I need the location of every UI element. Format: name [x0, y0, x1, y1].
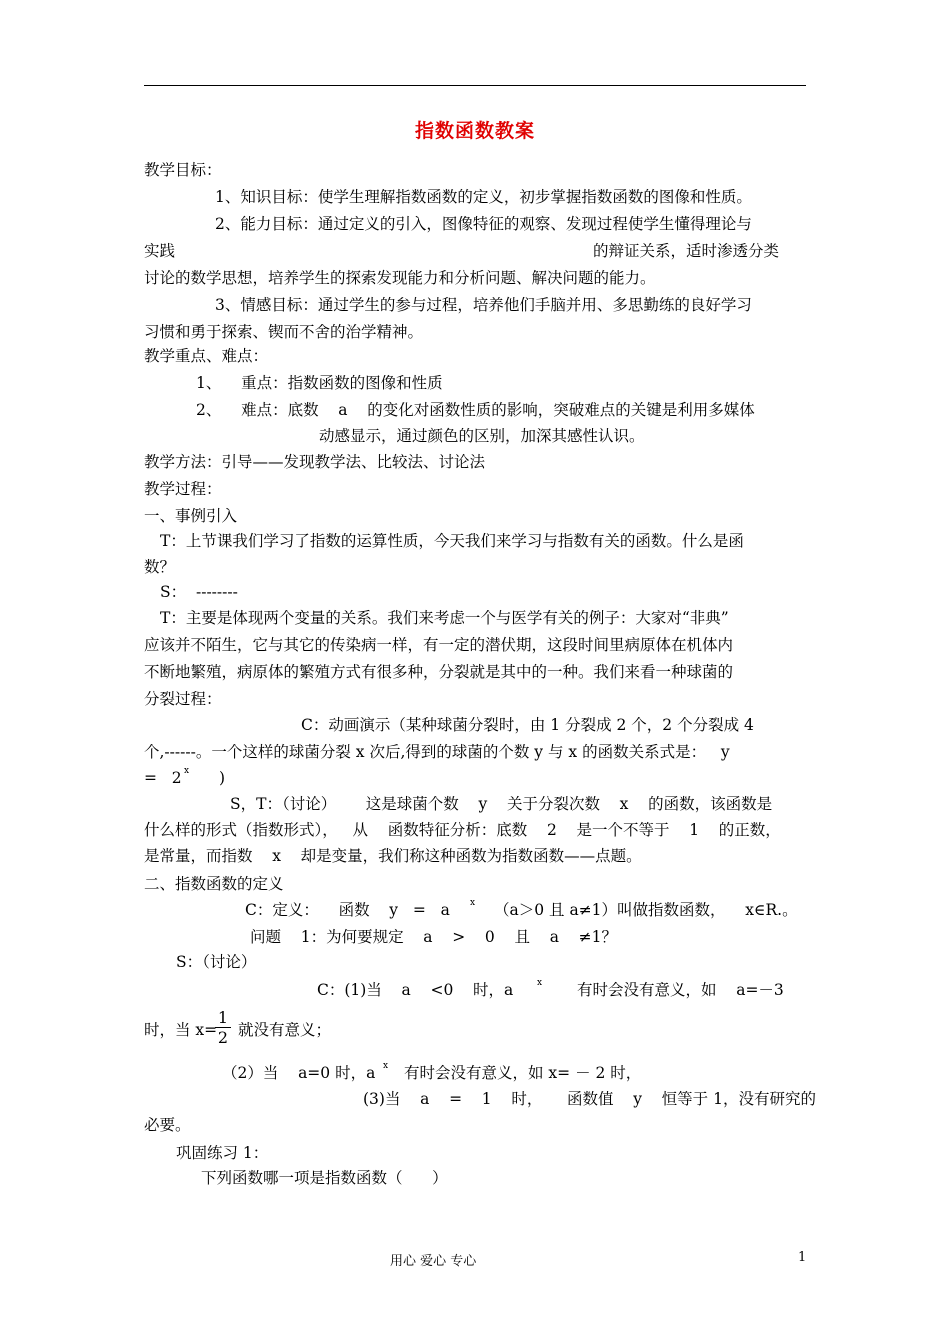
- formula-close: ): [219, 769, 226, 787]
- formula-y-2x: = 2: [144, 769, 182, 787]
- teacher-line-2b: 应该并不陌生，它与其它的传染病一样，有一定的潜伏期，这段时间里病原体在机体内: [144, 636, 734, 654]
- case-2-rest: 有时会没有意义，如 x= － 2 时，: [404, 1064, 642, 1082]
- teacher-line-2c: 不断地繁殖，病原体的繁殖方式有很多种，分裂就是其中的一种。我们来看一种球菌的: [144, 663, 734, 681]
- teacher-line-1-cont: 数？: [144, 558, 176, 576]
- question-1: 问题 1：为何要规定 a > 0 且 a ≠1？: [250, 928, 617, 946]
- animation-line: C：动画演示（某种球菌分裂时，由 1 分裂成 2 个，2 个分裂成 4: [301, 716, 754, 734]
- case-3: (3)当 a = 1 时， 函数值 y 恒等于 1，没有研究的: [363, 1090, 816, 1108]
- case-1-cont-rest: 就没有意义；: [238, 1021, 332, 1039]
- key-point-2-cont: 动感显示，通过颜色的区别，加深其感性认识。: [319, 427, 645, 445]
- key-point-2: 2、 难点：底数 a 的变化对函数性质的影响，突破难点的关键是利用多媒体: [196, 401, 755, 419]
- goals-heading: 教学目标：: [144, 161, 222, 179]
- teacher-line-1: T：上节课我们学习了指数的运算性质，今天我们来学习与指数有关的函数。什么是函: [160, 532, 744, 550]
- exponent-x: x: [184, 766, 190, 776]
- exercise-question: 下列函数哪一项是指数函数（ ）: [201, 1169, 448, 1187]
- definition-exponent-x: x: [470, 898, 476, 908]
- header-rule: [144, 85, 806, 86]
- goal-ability: 2、能力目标：通过定义的引入，图像特征的观察、发现过程使学生懂得理论与: [215, 215, 752, 233]
- exercise-heading: 巩固练习 1：: [176, 1144, 269, 1162]
- animation-line-2: 个,------。一个这样的球菌分裂 x 次后,得到的球菌的个数 y 与 x 的函数关系式是： y: [144, 743, 730, 761]
- goal-knowledge: 1、知识目标：使学生理解指数函数的定义，初步掌握指数函数的图像和性质。: [215, 188, 752, 206]
- case-2: （2）当 a=0 时，a: [222, 1064, 376, 1082]
- goal-emotion: 3、情感目标：通过学生的参与过程，培养他们手脑并用、多思勤练的良好学习: [215, 296, 752, 314]
- goal-ability-cont-right: 的辩证关系，适时渗透分类: [593, 242, 780, 260]
- method-line: 教学方法：引导——发现教学法、比较法、讨论法: [144, 453, 486, 471]
- document-title: 指数函数教案: [414, 120, 535, 142]
- teacher-line-2d: 分裂过程：: [144, 690, 222, 708]
- page-number: 1: [798, 1250, 807, 1265]
- case-1-rest: 有时会没有意义，如 a=－3: [577, 981, 784, 999]
- discussion-line-1: S，T：（讨论） 这是球菌个数 y 关于分裂次数 x 的函数，该函数是: [230, 795, 773, 813]
- case-1-cont: 时，当 x=: [144, 1021, 218, 1039]
- student-reply: S： --------: [160, 583, 238, 601]
- student-discussion: S：（讨论）: [176, 953, 257, 971]
- key-points-heading: 教学重点、难点：: [144, 347, 269, 365]
- goal-emotion-cont: 习惯和勇于探索、锲而不舍的治学精神。: [144, 323, 424, 341]
- discussion-line-2: 什么样的形式（指数形式）， 从 函数特征分析：底数 2 是一个不等于 1 的正数，: [144, 821, 781, 839]
- discussion-line-3: 是常量，而指数 x 却是变量，我们称这种函数为指数函数——点题。: [144, 847, 642, 865]
- case-1: C：(1)当 a <0 时，a: [317, 981, 514, 999]
- teacher-line-2: T：主要是体现两个变量的关系。我们来考虑一个与医学有关的例子：大家对“非典”: [160, 609, 729, 627]
- definition-line-rest: （a＞0 且 a≠1）叫做指数函数， x∈R.。: [494, 901, 798, 919]
- section-2-heading: 二、指数函数的定义: [144, 875, 284, 893]
- case-1-exponent-x: x: [537, 978, 543, 988]
- fraction-one-half: [213, 1008, 233, 1047]
- goal-ability-cont-left: 实践: [144, 242, 176, 260]
- case-2-exponent-x: x: [383, 1061, 389, 1071]
- section-1-heading: 一、事例引入: [144, 507, 238, 525]
- footer-motto: 用心 爱心 专心: [390, 1254, 477, 1269]
- case-3-cont: 必要。: [144, 1116, 191, 1134]
- fraction-denominator: 2: [217, 1028, 229, 1047]
- fraction-numerator: 1: [217, 1008, 229, 1027]
- goal-ability-cont: 讨论的数学思想，培养学生的探索发现能力和分析问题、解决问题的能力。: [144, 269, 656, 287]
- definition-line: C：定义： 函数 y = a: [245, 901, 450, 919]
- process-heading: 教学过程：: [144, 480, 222, 498]
- key-point-1: 1、 重点：指数函数的图像和性质: [196, 374, 443, 392]
